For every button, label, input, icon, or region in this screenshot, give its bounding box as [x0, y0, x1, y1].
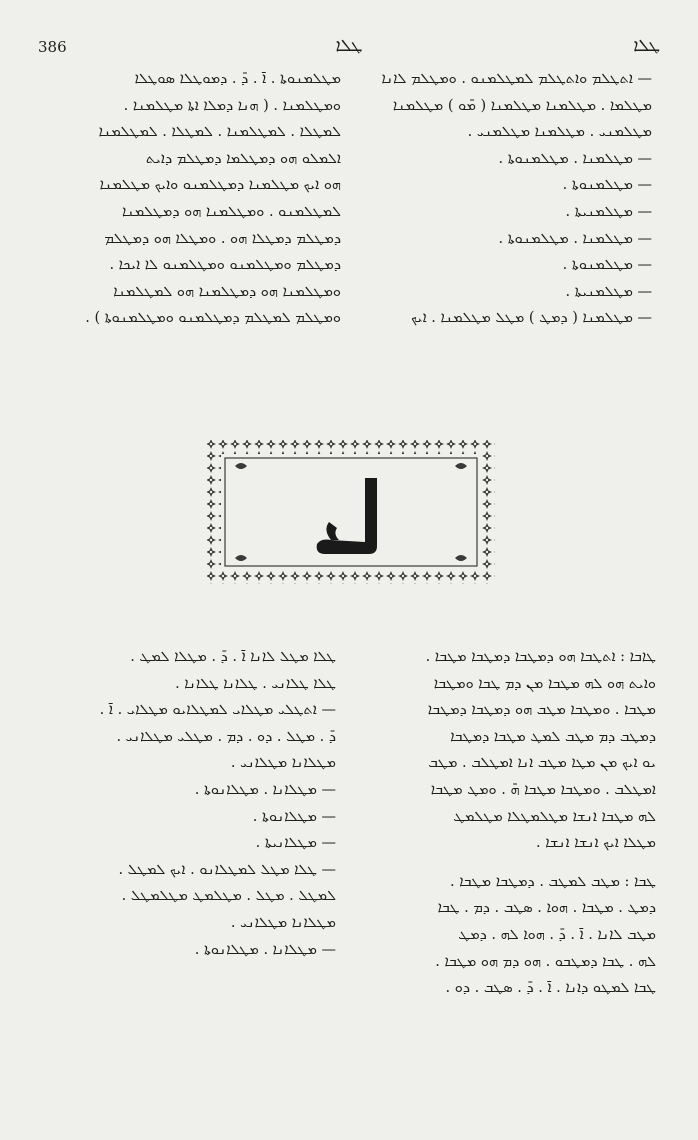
- letter-ornament: [205, 438, 497, 586]
- text-line: — ܐܬܛܠܡ ܘܐܬܛܠܡ ܠܡܛܠܡܢܘ . ܘܡܛܠܡ ܠܐܢܐ: [381, 71, 652, 87]
- text-line: ܡܛܠܐܢܐ ܡܛܠܐܢܝ .: [230, 755, 336, 772]
- text-line: — ܡܛܠܡܢܘܬܐ .: [562, 257, 652, 274]
- text-line: — ܡܛܠܡܢܐ . ܡܛܠܡܢܘܬܐ .: [498, 150, 652, 167]
- text-line: ܠܗ . ܛܒܐ ܕܡܛܒܘ . ܗܘ ܕܡ ܗܘ ܡܛܒܐ .: [435, 953, 656, 970]
- text-line: ܡܛܠܡܢܘܬܐ . ܐ̄ . ܕ̄ . ܕܡܘܛܠܐ ܣܘܛܠܐ: [134, 71, 341, 87]
- text-line: ܕ̄ . ܡܛܠ . ܕܘ . ܕܡ . ܡܛܠܝ ܡܛܠܐܢܝ .: [116, 728, 336, 745]
- text-line: ܘܡܛܠܡ ܠܡܛܠܡ ܕܡܛܠܡܢܘ ܘܡܛܠܡܢܘܬܐ ) .: [85, 310, 341, 327]
- ornament-border-top: [207, 440, 495, 454]
- text-line: ܛܠܐ ܛܠܐܢܝ . ܛܠܐܢܐ ܛܠܐܢܐ .: [175, 675, 336, 692]
- text-line: ܛܒܐ : ܡܛܒ ܠܡܛܒ . ܕܡܛܒܐ ܡܛܒܐ .: [450, 873, 656, 890]
- ornament-border-bottom: [207, 570, 495, 584]
- ornament-border-left: [207, 454, 221, 570]
- text-line: ܠܡܛܠܐ . ܠܡܛܠܡܢܐ . ܠܡܛܠܐ . ܠܡܛܠܡܢܐ: [98, 124, 341, 141]
- text-line: ܠܡܛܠ . ܡܛܠ . ܡܛܠܡܛ ܡܛܠܡܛܠ .: [121, 888, 336, 905]
- text-line: ܗܘ ܐܝܟ ܡܛܠܡܢܐ ܕܡܛܠܡܢܘ ܘܐܝܟ ܡܛܠܡܢܐ: [99, 177, 341, 194]
- text-line: ܡܛܠܡܢܝ . ܡܛܠܡܢܐ ܡܛܠܡܢܝ .: [467, 124, 652, 141]
- text-line: — ܡܛܠܐܢܐ . ܡܛܠܐܢܘܬܐ .: [194, 941, 336, 958]
- text-line: ܕܡܛܠܡ ܘܡܛܠܡܢܘ ܘܡܛܠܡܢܘ ܠܐ ܐܝܟܐ .: [109, 257, 341, 274]
- text-line: ܝܘ ܐܝܟ ܡܢ ܡܛܐ ܡܛܒ ܐܢܐ ܐܡܛܠܒ . ܡܛܒ: [428, 755, 656, 772]
- text-line: ܛܐܒܐ : ܐܬܛܒܐ ܗܘ ܕܡܛܒܐ ܕܡܛܒܐ ܡܛܒܐ .: [425, 649, 656, 665]
- ornament-border-right: [481, 454, 495, 570]
- text-line: ܘܡܛܠܡܢܐ . ( ܗܢܐ ܕܡܠܐ ܐܬܐ ܡܛܠܡܢܐ .: [123, 97, 341, 114]
- text-line: ܡܛܠܡܐ . ܡܛܠܡܢܐ ܡܛܠܡܢܐ ( ܡ̄ܘ ) ܡܛܠܡܢܐ: [392, 97, 652, 114]
- running-head: ܛܠܐ: [335, 36, 363, 56]
- text-line: — ܡܛܠܐܢܐ . ܡܛܠܐܢܘܬܐ .: [194, 781, 336, 798]
- text-line: ܡܛܠܐ ܐܝܟ ܐܢܫܐ ܐܢܫܐ .: [536, 835, 656, 852]
- text-line: — ܡܛܠܡܢܝܬܐ .: [565, 283, 652, 300]
- bottom-left-column: [46, 644, 336, 974]
- text-line: ܘܡܛܠܡܢܐ ܗܘ ܕܡܛܠܡܢܐ ܗܘ ܠܡܛܠܡܢܐ: [113, 283, 341, 300]
- text-line: ܕܡܛܠܡ ܕܡܛܠܐ ܗܘ . ܘܡܛܠܐ ܗܘ ܕܡܛܠܡ: [104, 230, 341, 247]
- text-line: ܕܡܛܒ ܕܡ ܡܛܒ ܠܡܛ ܡܛܒܐ ܕܡܛܒܐ: [450, 728, 656, 745]
- text-line: ܛܠܐ ܡܛܠ ܠܐܢܐ ܐ̄ . ܕ̄ . ܡܛܠܐ ܠܡܛ .: [130, 649, 336, 665]
- letter-tail: [326, 522, 339, 540]
- text-line: ܡܛܒܐ . ܘܡܛܒܐ ܡܛܒ ܗܘ ܕܡܛܒܐ ܕܡܛܒܐ: [427, 702, 656, 719]
- text-line: — ܡܛܠܡܢܝܬܐ .: [565, 203, 652, 220]
- text-line: ܐܡܛܠܒ . ܘܡܛܒܐ ܡܛܒܐ ܗ̄ . ܘܡܛ ܡܛܒܐ: [430, 781, 656, 798]
- text-line: — ܡܛܠܡܢܘܬܐ .: [562, 177, 652, 194]
- page-header: [38, 36, 660, 60]
- bottom-right-column: [356, 644, 656, 997]
- paragraph-gap: [356, 857, 656, 869]
- text-line: ܐܠܡܠܘ ܗܘ ܕܡܛܠܡܐ ܕܡܛܠܡ ܕܐܝܬ: [145, 150, 341, 167]
- syriac-letter-tet-glyph: [317, 478, 377, 554]
- text-line: — ܐܬܛܠܝ ܡܛܠܐܝ ܠܡܛܠܐܝܘ ܡܛܠܐܝ . ܐ̄ .: [99, 702, 336, 719]
- text-line: — ܡܛܠܡܢܐ ( ܕܡܛ ) ܡܛܠ ܡܛܠܡܢܐ . ܐܝܟ: [411, 310, 652, 327]
- page-number: 386: [38, 38, 67, 56]
- text-line: ܛܒܐ ܠܡܛܘ ܕܐܢܐ . ܐ̄ . ܕ̄ . ܣܛܒ . ܕܘ .: [445, 980, 656, 997]
- text-line: ܠܡܛܠܡܢܘ . ܘܡܛܠܡܢܐ ܗܘ ܕܡܛܠܡܢܐ: [122, 203, 341, 220]
- text-line: ܘܐܝܬ ܗܘ ܠܗ ܡܛܒܐ ܡܢ ܕܡ ܛܒܐ ܘܡܛܒܐ: [433, 675, 656, 692]
- text-line: ܠܗ ܡܛܒܐ ܐܢܫܐ ܡܛܠܡܛܠܐ ܡܛܠܡܛ: [453, 808, 656, 825]
- text-line: — ܡܛܠܐܢܝܬܐ .: [255, 835, 336, 852]
- text-line: ܡܛܒ ܠܐܢܐ . ܐ̄ . ܕ̄ . ܗܘܐ ܠܗ . ܕܡܛ: [458, 926, 656, 943]
- running-head-right: ܛܠܐ: [633, 36, 660, 56]
- text-line: ܡܛܠܐܢܐ ܡܛܠܐܢܝ .: [230, 914, 336, 931]
- top-left-column: [58, 66, 341, 366]
- top-right-column: [356, 66, 652, 366]
- text-line: ܕܡܛ . ܡܛܒܐ . ܗܘܐ . ܣܛܒ . ܕܡ . ܛܒܐ: [437, 900, 656, 917]
- text-line: — ܛܠܐ ܡܛܠ ܠܡܛܠܐܢܘ . ܐܝܟ ܠܡܛܠ .: [118, 861, 336, 878]
- text-line: — ܡܛܠܡܢܐ . ܡܛܠܡܢܘܬܐ .: [498, 230, 652, 247]
- text-line: — ܡܛܠܐܢܘܬܐ .: [252, 808, 336, 825]
